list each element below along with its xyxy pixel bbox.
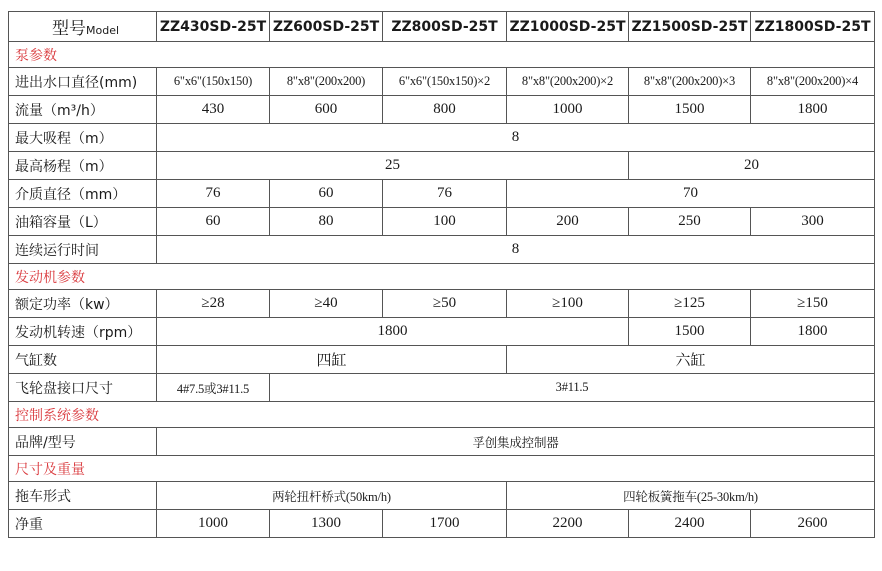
model-name: ZZ600SD-25T bbox=[270, 12, 383, 42]
cell-value: 1800 bbox=[751, 318, 875, 346]
cell-value: 1700 bbox=[383, 510, 507, 538]
cell-value: 8 bbox=[157, 124, 875, 152]
cell-value: ≥40 bbox=[270, 290, 383, 318]
cell-value: 250 bbox=[629, 208, 751, 236]
row-label: 飞轮盘接口尺寸 bbox=[9, 374, 157, 402]
cell-value: 300 bbox=[751, 208, 875, 236]
cell-value: 20 bbox=[629, 152, 875, 180]
table-row-tank bbox=[9, 208, 875, 236]
table-row-flywheel bbox=[9, 374, 875, 402]
cell-value: 25 bbox=[157, 152, 629, 180]
table-row-speed bbox=[9, 318, 875, 346]
model-name: ZZ1000SD-25T bbox=[507, 12, 629, 42]
model-label: 型号 bbox=[51, 19, 86, 39]
cell-value: ≥125 bbox=[629, 290, 751, 318]
model-header bbox=[9, 12, 157, 42]
section-title-pump: 泵参数 bbox=[9, 42, 875, 68]
spec-table bbox=[8, 11, 875, 538]
cell-value: 8"x8"(200x200) bbox=[270, 68, 383, 96]
row-label: 最大吸程（m） bbox=[9, 124, 157, 152]
row-label: 气缸数 bbox=[9, 346, 157, 374]
section-row bbox=[9, 402, 875, 428]
cell-value: 60 bbox=[157, 208, 270, 236]
row-label: 流量（m³/h） bbox=[9, 96, 157, 124]
row-label: 发动机转速（rpm） bbox=[9, 318, 157, 346]
cell-value: 600 bbox=[270, 96, 383, 124]
table-row-cylinders bbox=[9, 346, 875, 374]
cell-value: 60 bbox=[270, 180, 383, 208]
cell-value: 孚创集成控制器 bbox=[157, 428, 875, 456]
table-row-power bbox=[9, 290, 875, 318]
section-row bbox=[9, 42, 875, 68]
cell-value: 200 bbox=[507, 208, 629, 236]
model-name: ZZ800SD-25T bbox=[383, 12, 507, 42]
model-name: ZZ430SD-25T bbox=[157, 12, 270, 42]
row-label: 连续运行时间 bbox=[9, 236, 157, 264]
row-label: 品牌/型号 bbox=[9, 428, 157, 456]
table-row-weight bbox=[9, 510, 875, 538]
cell-value: 80 bbox=[270, 208, 383, 236]
cell-value: 8"x8"(200x200)×2 bbox=[507, 68, 629, 96]
cell-value: 1500 bbox=[629, 96, 751, 124]
cell-value: 四缸 bbox=[157, 346, 507, 374]
section-row bbox=[9, 456, 875, 482]
cell-value: 8"x8"(200x200)×3 bbox=[629, 68, 751, 96]
table-row-trailer bbox=[9, 482, 875, 510]
model-label-en: Model bbox=[85, 24, 120, 37]
cell-value: 6"x6"(150x150)×2 bbox=[383, 68, 507, 96]
cell-value: ≥100 bbox=[507, 290, 629, 318]
cell-value: 6"x6"(150x150) bbox=[157, 68, 270, 96]
cell-value: 8"x8"(200x200)×4 bbox=[751, 68, 875, 96]
cell-value: 430 bbox=[157, 96, 270, 124]
row-label: 最高杨程（m） bbox=[9, 152, 157, 180]
cell-value: 76 bbox=[383, 180, 507, 208]
cell-value: 800 bbox=[383, 96, 507, 124]
table-row-runtime bbox=[9, 236, 875, 264]
row-label: 净重 bbox=[9, 510, 157, 538]
row-label: 介质直径（mm） bbox=[9, 180, 157, 208]
cell-value: 1800 bbox=[751, 96, 875, 124]
table-row-head bbox=[9, 152, 875, 180]
cell-value: 1300 bbox=[270, 510, 383, 538]
row-label: 额定功率（kw） bbox=[9, 290, 157, 318]
row-label: 油箱容量（L） bbox=[9, 208, 157, 236]
header-row bbox=[9, 12, 875, 42]
cell-value: 76 bbox=[157, 180, 270, 208]
table-row-suction bbox=[9, 124, 875, 152]
cell-value: 2600 bbox=[751, 510, 875, 538]
cell-value: ≥50 bbox=[383, 290, 507, 318]
cell-value: 2200 bbox=[507, 510, 629, 538]
cell-value: 100 bbox=[383, 208, 507, 236]
cell-value: 六缸 bbox=[507, 346, 875, 374]
cell-value: ≥150 bbox=[751, 290, 875, 318]
table-row-brand bbox=[9, 428, 875, 456]
table-row-flow bbox=[9, 96, 875, 124]
section-title-size: 尺寸及重量 bbox=[9, 456, 875, 482]
section-title-control: 控制系统参数 bbox=[9, 402, 875, 428]
cell-value: 70 bbox=[507, 180, 875, 208]
cell-value: 1000 bbox=[507, 96, 629, 124]
cell-value: 1000 bbox=[157, 510, 270, 538]
cell-value: 四轮板簧拖车(25-30km/h) bbox=[507, 482, 875, 510]
cell-value: 3#11.5 bbox=[270, 374, 875, 402]
cell-value: ≥28 bbox=[157, 290, 270, 318]
cell-value: 8 bbox=[157, 236, 875, 264]
cell-value: 2400 bbox=[629, 510, 751, 538]
table-row-inlet bbox=[9, 68, 875, 96]
cell-value: 4#7.5或3#11.5 bbox=[157, 374, 270, 402]
table-row-medium bbox=[9, 180, 875, 208]
section-title-engine: 发动机参数 bbox=[9, 264, 875, 290]
cell-value: 1500 bbox=[629, 318, 751, 346]
model-name: ZZ1500SD-25T bbox=[629, 12, 751, 42]
cell-value: 1800 bbox=[157, 318, 629, 346]
row-label: 拖车形式 bbox=[9, 482, 157, 510]
cell-value: 两轮扭杆桥式(50km/h) bbox=[157, 482, 507, 510]
model-name: ZZ1800SD-25T bbox=[751, 12, 875, 42]
section-row bbox=[9, 264, 875, 290]
row-label: 进出水口直径(mm) bbox=[9, 68, 157, 96]
